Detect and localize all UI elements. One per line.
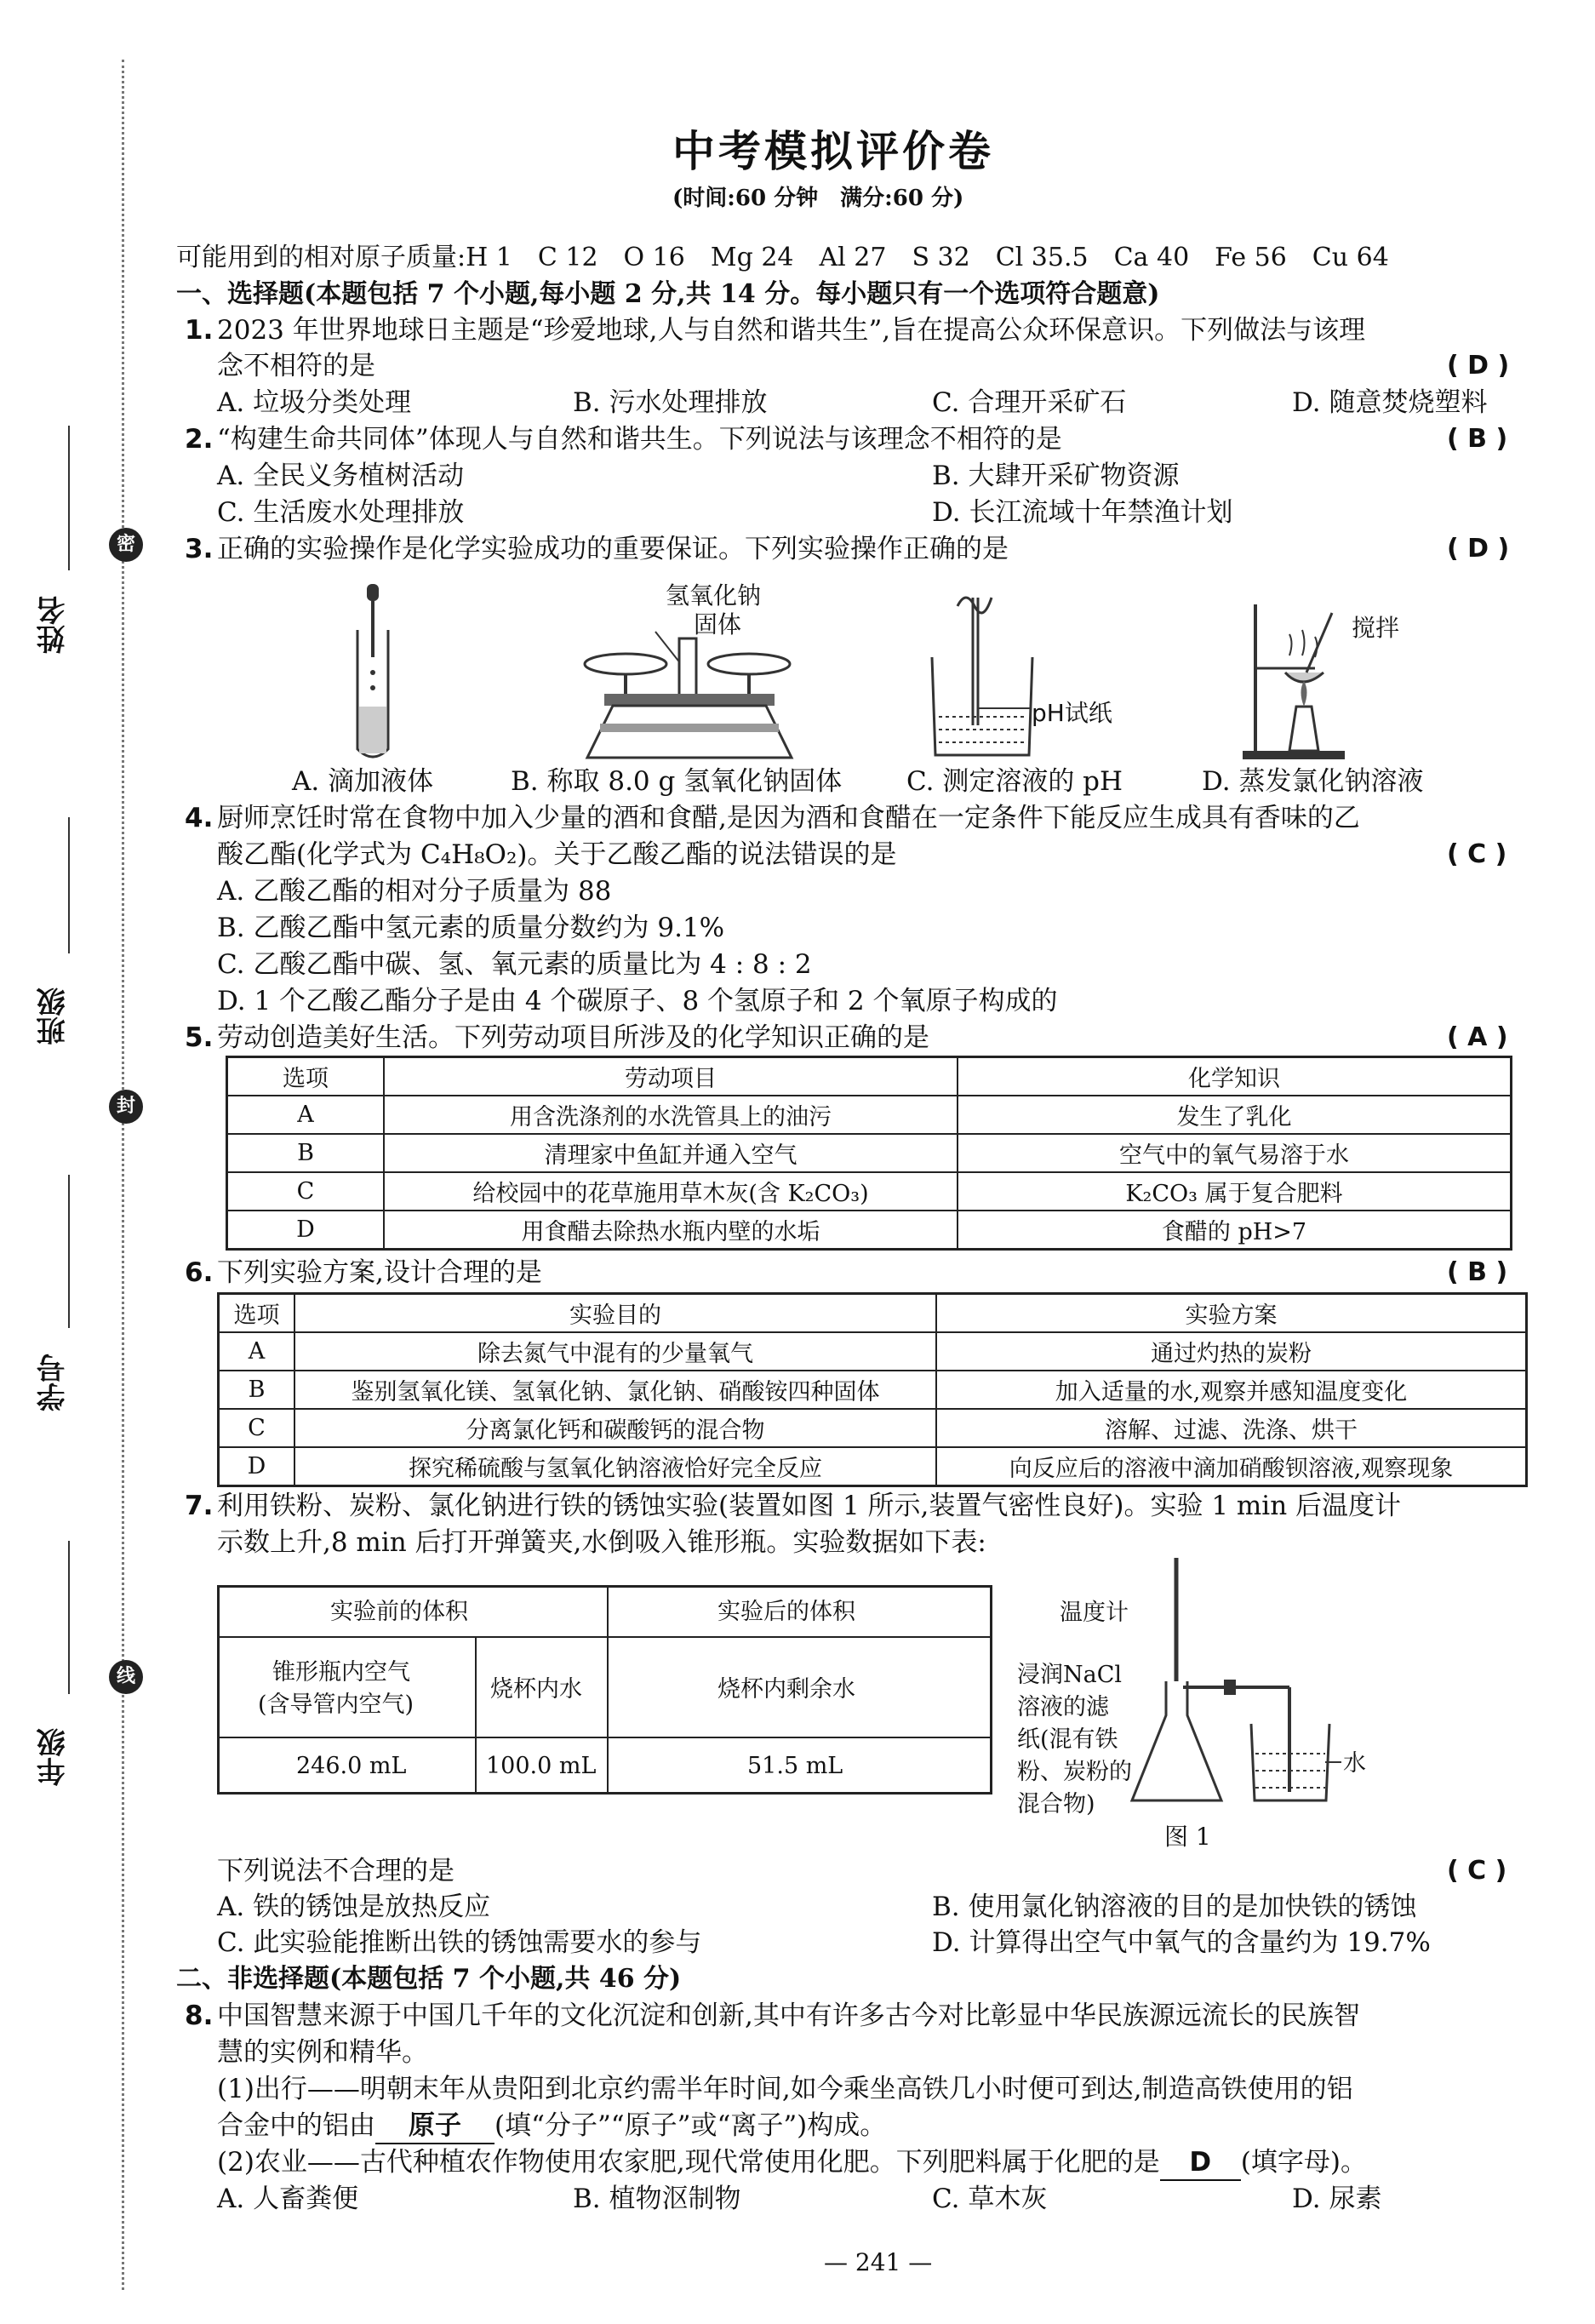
- q4-option-c: C. 乙酸乙酯中碳、氢、氧元素的质量比为 4 : 8 : 2: [217, 949, 812, 980]
- q7-col-air-note: (含导管内空气): [258, 1691, 414, 1718]
- q8-part2-suffix: (填字母)。: [1240, 2147, 1367, 2178]
- q7-value-remaining: 51.5 mL: [747, 1753, 843, 1779]
- q2-option-c: C. 生活废水处理排放: [217, 497, 465, 528]
- q8-stem-2: 慧的实例和精华。: [217, 2037, 428, 2068]
- table-row: [219, 1294, 1527, 1333]
- q1-option-c: C. 合理开采矿石: [932, 387, 1127, 418]
- q3-figure-dropper: [336, 579, 413, 766]
- table-header: 实验目的: [294, 1294, 936, 1333]
- q8-option-d: D. 尿素: [1292, 2184, 1382, 2214]
- q4-number: 4.: [185, 803, 214, 833]
- q3-fig-d-label: 搅拌: [1352, 614, 1400, 642]
- q2-option-b: B. 大肆开采矿物资源: [932, 461, 1180, 491]
- q2-option-a: A. 全民义务植树活动: [217, 461, 465, 491]
- q4-answer: ( C ): [1447, 839, 1507, 869]
- q7-fig-thermometer-label: 温度计: [1060, 1600, 1129, 1626]
- q8-part1-suffix: (填“分子”“原子”或“离子”)构成。: [495, 2110, 887, 2141]
- q1-stem-1: 2023 年世界地球日主题是“珍爱地球,人与自然和谐共生”,旨在提高公众环保意识。下列做法与该理: [217, 315, 1366, 346]
- q4-stem-2: 酸乙酯(化学式为 C₄H₈O₂)。关于乙酸乙酯的说法错误的是: [217, 839, 897, 870]
- table-row: [227, 1172, 1512, 1211]
- q7-data-table: [217, 1585, 992, 1795]
- q7-option-d: D. 计算得出空气中氧气的含量约为 19.7%: [932, 1927, 1431, 1958]
- table-row: [219, 1371, 1527, 1409]
- table-row: [219, 1409, 1527, 1447]
- table-cell: 探究稀硫酸与氢氧化钠溶液恰好完全反应: [294, 1447, 936, 1486]
- q3-option-a: A. 滴加液体: [292, 766, 434, 797]
- table-cell: 发生了乳化: [958, 1096, 1512, 1134]
- atomic-masses: 可能用到的相对原子质量:H 1 C 12 O 16 Mg 24 Al 27 S 32 Cl 35.5 Ca 40 Fe 56 Cu 64: [176, 243, 1389, 272]
- binding-dotted-line: [122, 60, 124, 2290]
- q8-option-b: B. 植物沤制物: [573, 2184, 741, 2214]
- q8-number: 8.: [185, 2001, 214, 2031]
- table-cell: 用食醋去除热水瓶内壁的水垢: [384, 1211, 958, 1250]
- q2-stem: “构建生命共同体”体现人与自然和谐共生。下列说法与该理念不相符的是: [217, 424, 1062, 455]
- q4-stem-1: 厨师烹饪时常在食物中加入少量的酒和食醋,是因为酒和食醋在一定条件下能反应生成具有香味的乙: [217, 803, 1360, 833]
- q4-option-a: A. 乙酸乙酯的相对分子质量为 88: [217, 876, 612, 907]
- q3-fig-b-label-2: 固体: [694, 610, 742, 638]
- table-row: [227, 1211, 1512, 1250]
- table-cell: D: [219, 1447, 295, 1486]
- q3-figure-evaporation: [1238, 596, 1358, 766]
- q2-option-d: D. 长江流域十年禁渔计划: [932, 497, 1233, 528]
- q3-option-d: D. 蒸发氯化钠溶液: [1202, 766, 1424, 797]
- table-row: [227, 1096, 1512, 1134]
- q7-fig-water-label: 水: [1343, 1750, 1366, 1777]
- table-row: [219, 1332, 1527, 1371]
- q6-number: 6.: [185, 1257, 214, 1288]
- q1-option-a: A. 垃圾分类处理: [217, 387, 412, 418]
- table-cell: 给校园中的花草施用草木灰(含 K₂CO₃): [384, 1172, 958, 1211]
- table-header: 选项: [227, 1057, 385, 1096]
- q1-number: 1.: [185, 315, 214, 346]
- q8-option-a: A. 人畜粪便: [217, 2184, 359, 2214]
- table-header: 实验方案: [936, 1294, 1527, 1333]
- q8-part2-answer: D: [1160, 2145, 1241, 2181]
- q7-fig-label-5: 混合物): [1017, 1791, 1095, 1817]
- q7-fig-label-4: 粉、炭粉的: [1017, 1759, 1132, 1785]
- table-cell: 加入适量的水,观察并感知温度变化: [936, 1371, 1527, 1409]
- q6-answer: ( B ): [1447, 1257, 1508, 1287]
- grade-blank-line: [68, 1541, 70, 1694]
- page-title: 中考模拟评价卷: [672, 126, 994, 176]
- q1-option-b: B. 污水处理排放: [573, 387, 768, 418]
- q7-fig-label-2: 溶液的滤: [1017, 1694, 1109, 1720]
- table-cell: A: [227, 1096, 385, 1134]
- q7-option-c: C. 此实验能推断出铁的锈蚀需要水的参与: [217, 1927, 702, 1958]
- id-blank-line: [68, 1175, 70, 1328]
- table-header: 选项: [219, 1294, 295, 1333]
- table-cell: 清理家中鱼缸并通入空气: [384, 1134, 958, 1172]
- table-cell: K₂CO₃ 属于复合肥料: [958, 1172, 1512, 1211]
- name-label: 姓名: [37, 596, 71, 654]
- q8-stem-1: 中国智慧来源于中国几千年的文化沉淀和创新,其中有许多古今对比彰显中华民族源远流长的民族智: [217, 2001, 1360, 2031]
- id-label: 学号: [37, 1354, 71, 1411]
- q2-number: 2.: [185, 424, 214, 455]
- class-blank-line: [68, 817, 70, 953]
- table-cell: C: [219, 1409, 295, 1447]
- seal-feng: 封: [109, 1090, 143, 1124]
- q5-stem: 劳动创造美好生活。下列劳动项目所涉及的化学知识正确的是: [217, 1022, 929, 1053]
- q1-stem-2: 念不相符的是: [217, 351, 375, 381]
- q8-option-c: C. 草木灰: [932, 2184, 1048, 2214]
- table-cell: D: [227, 1211, 385, 1250]
- q3-option-b: B. 称取 8.0 g 氢氧化钠固体: [511, 766, 843, 797]
- q7-fig-caption: 图 1: [1164, 1823, 1211, 1851]
- table-cell: 通过灼热的炭粉: [936, 1332, 1527, 1371]
- q2-answer: ( B ): [1447, 424, 1508, 454]
- q7-option-b: B. 使用氯化钠溶液的目的是加快铁的锈蚀: [932, 1892, 1417, 1922]
- q6-table: [217, 1292, 1528, 1487]
- q4-option-b: B. 乙酸乙酯中氢元素的质量分数约为 9.1%: [217, 913, 725, 943]
- page-number: — 241 —: [824, 2248, 933, 2276]
- q7-number: 7.: [185, 1491, 214, 1521]
- seal-xian: 线: [109, 1660, 143, 1694]
- q5-table: [226, 1056, 1512, 1251]
- q3-figure-balance: [579, 630, 800, 770]
- table-cell: 鉴别氢氧化镁、氢氧化钠、氯化钠、硝酸铵四种固体: [294, 1371, 936, 1409]
- section1-heading: 一、选择题(本题包括 7 个小题,每小题 2 分,共 14 分。每小题只有一个选项符合题意): [176, 279, 1160, 309]
- q7-header-before: 实验前的体积: [330, 1599, 468, 1625]
- q3-figure-ph-test: [923, 572, 1077, 764]
- q4-option-d: D. 1 个乙酸乙酯分子是由 4 个碳原子、8 个氢原子和 2 个氧原子构成的: [217, 986, 1058, 1016]
- table-cell: 用含洗涤剂的水洗管具上的油污: [384, 1096, 958, 1134]
- q7-header-after: 实验后的体积: [717, 1599, 855, 1625]
- q7-col-remaining: 烧杯内剩余水: [717, 1676, 855, 1703]
- q7-value-air: 246.0 mL: [296, 1753, 407, 1779]
- q7-option-a: A. 铁的锈蚀是放热反应: [217, 1892, 491, 1922]
- table-cell: 分离氯化钙和碳酸钙的混合物: [294, 1409, 936, 1447]
- table-cell: B: [227, 1134, 385, 1172]
- q3-option-c: C. 测定溶液的 pH: [906, 766, 1123, 797]
- q3-stem: 正确的实验操作是化学实验成功的重要保证。下列实验操作正确的是: [217, 534, 1009, 564]
- name-blank-line: [68, 426, 70, 570]
- q3-answer: ( D ): [1447, 534, 1510, 564]
- section2-heading: 二、非选择题(本题包括 7 个小题,共 46 分): [176, 1964, 682, 1994]
- q8-part1-line2: [217, 2109, 886, 2144]
- q3-fig-b-label-1: 氢氧化钠: [666, 581, 762, 610]
- table-row: [227, 1134, 1512, 1172]
- q7-fig-label-1: 浸润NaCl: [1017, 1662, 1123, 1688]
- page-subtitle: (时间:60 分钟 满分:60 分): [672, 186, 964, 211]
- class-label: 班级: [37, 987, 71, 1045]
- table-cell: B: [219, 1371, 295, 1409]
- q7-col-air: 锥形瓶内空气: [272, 1659, 410, 1686]
- q7-col-water: 烧杯内水: [490, 1676, 582, 1703]
- q8-part2-line: [217, 2145, 1367, 2181]
- seal-mi: 密: [109, 528, 143, 562]
- table-cell: 空气中的氧气易溶于水: [958, 1134, 1512, 1172]
- q5-answer: ( A ): [1447, 1022, 1508, 1052]
- q3-fig-c-label: pH试纸: [1032, 699, 1112, 727]
- q7-stem-2: 示数上升,8 min 后打开弹簧夹,水倒吸入锥形瓶。实验数据如下表:: [217, 1527, 986, 1558]
- table-row: [227, 1057, 1512, 1096]
- q1-option-d: D. 随意焚烧塑料: [1292, 387, 1488, 418]
- q8-part1-prefix: 合金中的铝由: [217, 2110, 375, 2141]
- q1-answer: ( D ): [1447, 351, 1510, 381]
- q7-answer: ( C ): [1447, 1856, 1507, 1886]
- q7-stem-1: 利用铁粉、炭粉、氯化钠进行铁的锈蚀实验(装置如图 1 所示,装置气密性良好)。实验 1 min 后温度计: [217, 1491, 1402, 1521]
- table-cell: 食醋的 pH>7: [958, 1211, 1512, 1250]
- table-header: 劳动项目: [384, 1057, 958, 1096]
- q3-number: 3.: [185, 534, 214, 564]
- table-cell: 向反应后的溶液中滴加硝酸钡溶液,观察现象: [936, 1447, 1527, 1486]
- q7-fig-label-3: 纸(混有铁: [1017, 1726, 1118, 1753]
- grade-label: 年级: [37, 1728, 71, 1786]
- q6-stem: 下列实验方案,设计合理的是: [217, 1257, 542, 1288]
- table-cell: A: [219, 1332, 295, 1371]
- table-cell: C: [227, 1172, 385, 1211]
- q8-part1-answer: 原子: [375, 2109, 495, 2144]
- q7-sub-stem: 下列说法不合理的是: [217, 1856, 454, 1886]
- q8-part2-prefix: (2)农业——古代种植农作物使用农家肥,现代常使用化肥。下列肥料属于化肥的是: [217, 2147, 1160, 2178]
- q7-figure-apparatus: [1123, 1554, 1379, 1809]
- table-cell: 溶解、过滤、洗涤、烘干: [936, 1409, 1527, 1447]
- q8-part1-line1: (1)出行——明朝末年从贵阳到北京约需半年时间,如今乘坐高铁几小时便可到达,制造高铁使用的铝: [217, 2074, 1353, 2104]
- table-row: [219, 1447, 1527, 1486]
- table-cell: 除去氮气中混有的少量氧气: [294, 1332, 936, 1371]
- q7-value-water: 100.0 mL: [486, 1753, 597, 1779]
- q5-number: 5.: [185, 1022, 214, 1053]
- table-header: 化学知识: [958, 1057, 1512, 1096]
